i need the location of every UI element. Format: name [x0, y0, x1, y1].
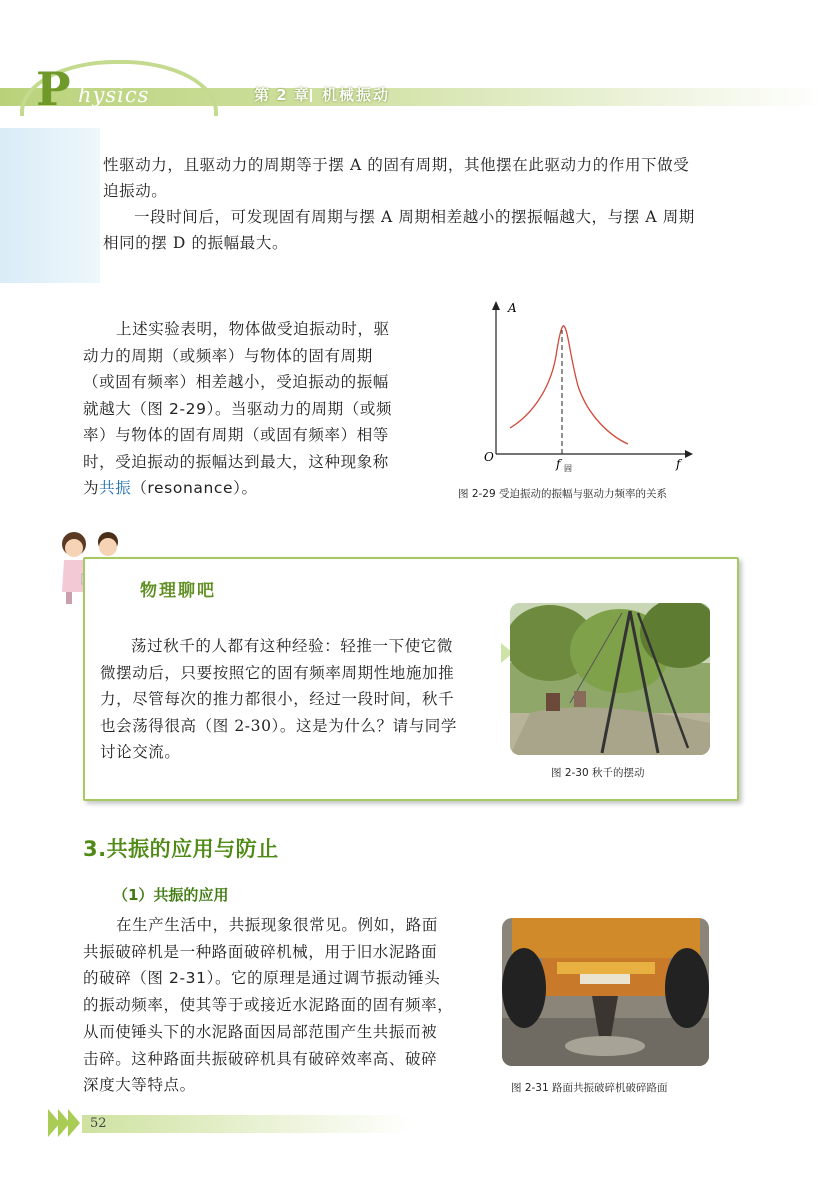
resonance-curve	[510, 326, 628, 444]
paragraph-line: 的振动频率，使其等于或接近水泥路面的固有频率，	[83, 996, 454, 1015]
paragraph-line: 击碎。这种路面共振破碎机具有破碎效率高、破碎	[83, 1049, 438, 1068]
physics-chat-text	[100, 633, 495, 766]
chat-line: 也会荡得很高（图 2-30）。这是为什么？请与同学	[100, 716, 458, 735]
natural-frequency-subscript: 固	[564, 464, 572, 473]
subsection-title: （1）共振的应用	[113, 886, 229, 904]
top-paragraph-line: 性驱动力，且驱动力的周期等于摆 A 的固有周期，其他摆在此驱动力的作用下做受	[103, 156, 690, 174]
header-side-wash	[0, 128, 100, 283]
resonance-term: 共振	[99, 479, 132, 497]
physics-chat-title: 物理聊吧	[140, 581, 216, 601]
paragraph-line: 时，受迫振动的振幅达到最大，这种现象称	[83, 452, 389, 471]
paragraph-line: 就越大（图 2-29）。当驱动力的周期（或频	[83, 399, 393, 418]
paragraph-line: （resonance）。	[131, 479, 258, 497]
paragraph-line: 共振破碎机是一种路面破碎机械，用于旧水泥路面	[83, 942, 438, 961]
logo-letter: P	[36, 62, 71, 116]
top-paragraph-line: 迫振动。	[103, 182, 168, 200]
y-axis-arrow	[492, 301, 500, 310]
natural-frequency-label: f	[556, 457, 561, 471]
road-breaker-photo	[502, 918, 709, 1066]
logo-word: hysics	[78, 83, 150, 107]
chevron-right-icon	[68, 1109, 80, 1137]
page-number: 52	[90, 1116, 107, 1131]
top-text-block	[103, 152, 723, 256]
resonance-curve-graph	[480, 296, 705, 476]
top-paragraph-line: 一段时间后，可发现固有周期与摆 A 周期相差越小的摆振幅越大，与摆 A 周期	[134, 208, 695, 226]
figure-caption: 图 2-31 路面共振破碎机破碎路面	[511, 1082, 668, 1094]
top-paragraph-line: 相同的摆 D 的振幅最大。	[103, 234, 289, 252]
footer-band	[82, 1115, 412, 1133]
x-axis-label: f	[676, 457, 681, 471]
paragraph-line: 从而使锤头下的水泥路面因局部范围产生共振而被	[83, 1022, 438, 1041]
chat-line: 讨论交流。	[100, 743, 181, 761]
paragraph-line: 在生产生活中，共振现象很常见。例如，路面	[116, 916, 439, 934]
swing-photo	[510, 603, 710, 755]
paragraph-line: （或固有频率）相差越小，受迫振动的振幅	[83, 373, 389, 391]
figure-caption: 图 2-30 秋千的摆动	[551, 767, 645, 779]
paragraph-line: 动力的周期（或频率）与物体的固有周期	[83, 346, 373, 365]
paragraph-line: 上述实验表明，物体做受迫振动时，驱	[116, 320, 390, 338]
x-axis-arrow	[685, 450, 693, 458]
origin-label: O	[484, 450, 494, 464]
chapter-number: 第 2 章	[254, 86, 310, 104]
figure-caption: 图 2-29 受迫振动的振幅与驱动力频率的关系	[458, 488, 668, 500]
paragraph-line: 率）与物体的固有周期（或固有频率）相等	[83, 426, 389, 444]
chat-line: 微摆动后，只要按照它的固有频率周期性地施加推	[100, 663, 455, 682]
chapter-title: 机械振动	[322, 86, 391, 104]
y-axis-label: A	[508, 301, 517, 315]
resonance-application-text	[83, 912, 483, 1099]
chat-line: 荡过秋千的人都有这种经验：轻推一下使它微	[131, 637, 454, 655]
paragraph-line: 为	[83, 479, 100, 497]
chat-line: 力，尽管每次的推力都很小，经过一段时间，秋千	[100, 690, 455, 708]
resonance-paragraph	[83, 316, 423, 502]
paragraph-line: 深度大等特点。	[83, 1076, 196, 1095]
header-divider	[310, 89, 312, 102]
paragraph-line: 的破碎（图 2-31）。它的原理是通过调节振动锤头	[83, 969, 441, 988]
section-title: 3.共振的应用与防止	[83, 837, 279, 861]
